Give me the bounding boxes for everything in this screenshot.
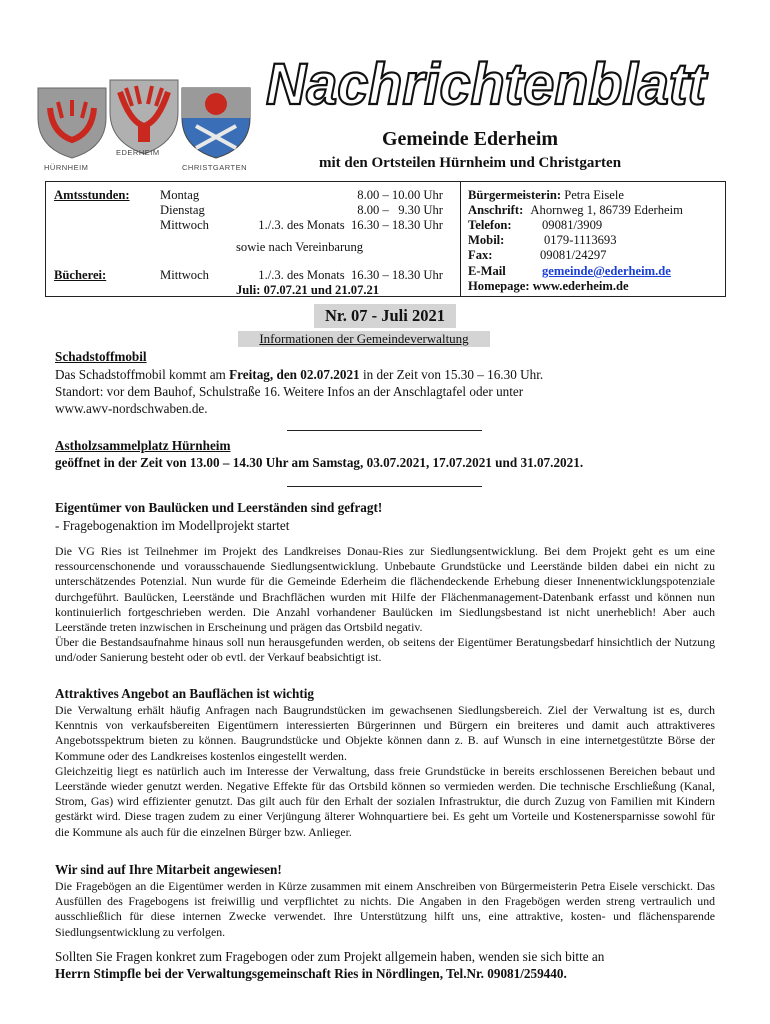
fax-label: Fax: <box>468 248 493 262</box>
masthead-title <box>262 52 712 114</box>
appointment-note: sowie nach Vereinbarung <box>236 240 364 254</box>
astholz-heading: Astholzsammelplatz Hürnheim <box>55 438 231 453</box>
municipality-subtitle: mit den Ortsteilen Hürnheim und Christgarten <box>318 155 622 171</box>
phone-label: Telefon: <box>468 218 512 232</box>
contact-phone <box>468 218 603 232</box>
address-label: Anschrift: <box>468 203 524 217</box>
mayor-name: Petra Eisele <box>564 188 624 202</box>
schadstoff-line-3: www.awv-nordschwaben.de. <box>55 401 208 416</box>
mayor-label: Bürgermeisterin: <box>468 188 562 202</box>
eigentuemer-heading: Eigentümer von Baulücken und Leerständen sind gefragt! <box>55 500 383 515</box>
schadstoff-line-2: Standort: vor dem Bauhof, Schulstraße 16. Weitere Infos an der Anschlagtafel oder unter <box>55 384 524 399</box>
buecherei-time: 1./.3. des Monats 16.30 – 18.30 Uhr <box>258 268 443 282</box>
buecherei-dates: Juli: 07.07.21 und 21.07.21 <box>236 283 380 297</box>
contact-email <box>468 264 671 278</box>
contact-homepage <box>468 279 629 293</box>
mitarbeit-body <box>55 879 715 940</box>
ederheim-crest-icon <box>110 80 178 154</box>
homepage-label: Homepage: <box>468 279 530 293</box>
time-monday: 8.00 – 10.00 Uhr <box>357 188 443 202</box>
schadstoff-line-1 <box>55 366 715 383</box>
buecherei-label: Bücherei: <box>54 268 107 282</box>
kontakt-line-1: Sollten Sie Fragen konkret zum Fragebogen oder zum Projekt allgemein haben, wenden sie sich bitte an <box>55 949 605 964</box>
contact-mobile <box>468 233 617 247</box>
contact-mayor <box>468 188 624 202</box>
email-label: E-Mail <box>468 264 506 278</box>
section-divider-2 <box>287 486 482 487</box>
angebot-para-1: Die Verwaltung erhält häufig Anfragen nach Baugrundstücken im gewachsenen Siedlungsbereich. Ziel der Verwaltung ist es, durch Kenntnis von verkaufsbereiten Eigentümern interessierten Bürgerinnen und Bürgern ein breiteres und damit auch attraktiveres Angebotsspektrum bieten zu können. Baugrundstücke und Objekte können dann z. B. auf Wunsch in eine internetgestützte Börse der Kommune oder des Landkreises kostenlos eingestellt werden. <box>55 703 715 763</box>
crest-label-ederheim: EDERHEIM <box>116 148 160 157</box>
astholz-line: geöffnet in der Zeit von 13.00 – 14.30 Uhr am Samstag, 03.07.2021, 17.07.2021 und 31.07.2021. <box>55 455 584 470</box>
angebot-para-2: Gleichzeitig liegt es natürlich auch im Interesse der Verwaltung, dass freie Grundstücke in bereits erschlossenen Bereichen bebaut und Leerstände wieder genutzt werden. Negative Effekte für das Ortsbild können so vermieden werden. Die technische Erschließung (Kanal, Strom, Gas) wird effizienter genutzt. Das gilt auch für den Erhalt der sozialen Infrastruktur, die durch Zuzug von Familien mit Kindern gestärkt wird. Diese tragen zudem zu einer Verjüngung älterer Wohnquartiere bei. Es geht um Vorteile und Kostenersparnisse sowohl für die Kommune als auch für die einzelnen Bürger bzw. Anlieger. <box>55 763 715 839</box>
schadstoff-date: Freitag, den 02.07.2021 <box>229 367 360 382</box>
municipality-name: Gemeinde Ederheim <box>381 128 559 150</box>
issue-subtitle: Informationen der Gemeindeverwaltung <box>238 331 490 347</box>
mitarbeit-para-1: Die Fragebögen an die Eigentümer werden in Kürze zusammen mit einem Anschreiben von Bürgermeisterin Petra Eisele verschickt. Das Ausfüllen des Fragebogens ist freiwillig und verpflichtet zu nichts. Die Angaben in den Fragebögen werden streng vertraulich und ausschließlich für diese internen Zwecke verwendet. Ihre Unterstützung hilft uns, eine attraktive, kosten- und flächensparende Siedlungsentwicklung zu verfolgen. <box>55 879 715 939</box>
email-link[interactable]: gemeinde@ederheim.de <box>542 264 671 278</box>
office-hours-box <box>45 181 726 297</box>
time-wednesday: 1./.3. des Monats 16.30 – 18.30 Uhr <box>258 218 443 232</box>
homepage-value[interactable]: www.ederheim.de <box>532 279 629 293</box>
crest-label-huernheim: HÜRNHEIM <box>44 163 89 172</box>
coat-of-arms-group <box>36 78 252 178</box>
section-divider-1 <box>287 430 482 431</box>
angebot-heading: Attraktives Angebot an Bauflächen ist wichtig <box>55 686 314 701</box>
eigentuemer-body <box>55 544 715 666</box>
crest-label-christgarten: CHRISTGARTEN <box>182 163 248 172</box>
kontakt-line-2: Herrn Stimpfle bei der Verwaltungsgemeinschaft Ries in Nördlingen, Tel.Nr. 09081/259440. <box>55 966 567 981</box>
box-divider <box>460 182 461 296</box>
eigentuemer-subheading: - Fragebogenaktion im Modellprojekt startet <box>55 518 290 533</box>
schadstoff-text-a: Das Schadstoffmobil kommt am <box>55 367 230 382</box>
schadstoff-text-c: in der Zeit von 15.30 – 16.30 Uhr. <box>359 367 544 382</box>
fax-value: 09081/24297 <box>540 248 607 262</box>
huernheim-crest-icon <box>38 88 106 158</box>
issue-number: Nr. 07 - Juli 2021 <box>314 304 456 328</box>
schadstoff-heading: Schadstoffmobil <box>55 349 147 364</box>
day-tuesday: Dienstag <box>160 203 205 217</box>
day-wednesday: Mittwoch <box>160 218 209 232</box>
phone-value: 09081/3909 <box>542 218 603 232</box>
buecherei-day: Mittwoch <box>160 268 209 282</box>
contact-fax <box>468 248 607 262</box>
kontakt-body <box>55 948 715 982</box>
day-monday: Montag <box>160 188 200 202</box>
mobile-value: 0179-1113693 <box>544 233 617 247</box>
eigentuemer-para-2: Über die Bestandsaufnahme hinaus soll nun herausgefunden werden, ob seitens der Eigentümer Beratungsbedarf hinsichtlich der Nutzung und/oder Sanierung besteht oder ob evtl. der Verkauf beabsichtigt ist. <box>55 635 715 665</box>
angebot-body <box>55 703 715 840</box>
contact-address <box>468 203 683 217</box>
masthead-text: Nachrichtenblatt <box>266 52 709 114</box>
address-value: Ahornweg 1, 86739 Ederheim <box>530 203 683 217</box>
mobile-label: Mobil: <box>468 233 505 247</box>
christgarten-crest-icon <box>182 88 250 158</box>
time-tuesday: 8.00 – 9.30 Uhr <box>357 203 443 217</box>
amtsstunden-label: Amtsstunden: <box>54 188 130 202</box>
mitarbeit-heading: Wir sind auf Ihre Mitarbeit angewiesen! <box>55 862 282 877</box>
schadstoff-body <box>55 366 715 417</box>
eigentuemer-para-1: Die VG Ries ist Teilnehmer im Projekt des Landkreises Donau-Ries zur Siedlungsentwicklung. Bei dem Projekt geht es um eine ressourcenschonende und vorausschauende Siedlungsentwicklung. Unbebaute Grundstücke und Leerstände bilden dabei ein nicht zu unterschätzendes Potenzial. Nun wurde für die Gemeinde Ederheim die flächendeckende Erhebung dieser Innenentwicklungspotenziale durchgeführt. Baulücken, Leerstände und Brachflächen wurden mit Hilfe der Flächenmanagement-Datenbank erfasst und können nun kontinuierlich fortgeschrieben werden. Die Anzahl vorhandener Baulücken im Siedlungsbestand ist nicht unerheblich! Aber auch Leerstände treten inzwischen in Erscheinung und prägen das Ortsbild negativ. <box>55 544 715 635</box>
